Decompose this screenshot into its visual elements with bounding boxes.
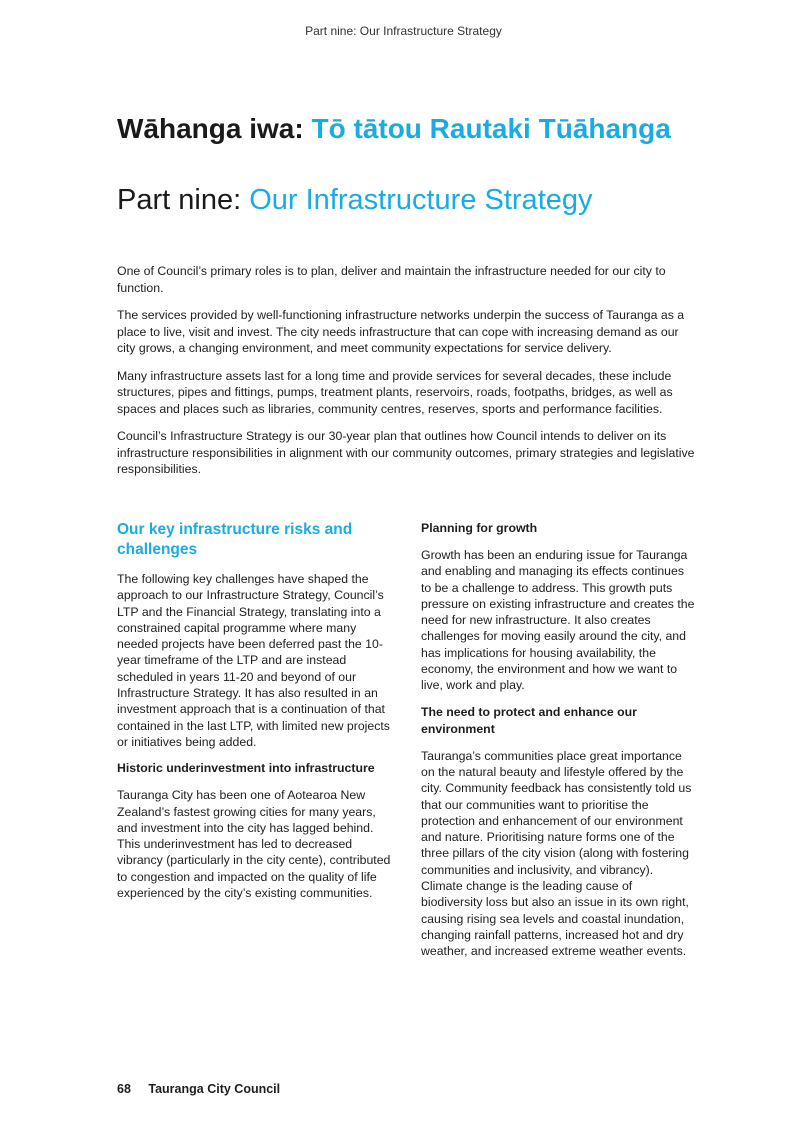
footer-organisation: Tauranga City Council bbox=[148, 1082, 281, 1096]
body-paragraph: Growth has been an enduring issue for Tauranga and enabling and managing its effects continues to be a challenge to address. This growth puts pressure on existing infrastructure and creates the need for new infrastructure. It also creates challenges for moving easily around the city, and has implications for housing availability, the economy, the environment and how we want to live, work and play. bbox=[421, 548, 695, 693]
body-paragraph: Tauranga’s communities place great importance on the natural beauty and lifestyle offered by the city. Community feedback has consistently told us that our communities want to prioritise the protection and enhancement of our environment and nature. Prioritising nature forms one of the three pillars of the city vision (along with fostering communities and inclusivity, and vibrancy). Climate change is the leading cause of biodiversity loss but also an issue in its own right, causing rising sea levels and coastal inundation, changing rainfall patterns, increased hot and dry weather, and increased extreme weather events. bbox=[421, 748, 692, 959]
page-title-english bbox=[117, 182, 737, 218]
left-column bbox=[117, 520, 393, 911]
intro-paragraph: Many infrastructure assets last for a long time and provide services for several decades, these include structures, pipes and fittings, pumps, treatment plants, reservoirs, roads, footpaths, bridges, as well as spaces and places such as libraries, community centres, reserves, sports and performance facilities. bbox=[117, 368, 673, 416]
page-footer bbox=[117, 1082, 280, 1096]
title-english-accent: Our Infrastructure Strategy bbox=[249, 184, 593, 216]
title-maori-prefix: Wāhanga iwa: bbox=[117, 113, 304, 144]
subheading-underinvestment: Historic underinvestment into infrastructure bbox=[117, 761, 375, 776]
running-header: Part nine: Our Infrastructure Strategy bbox=[305, 24, 502, 38]
subheading-environment: The need to protect and enhance our environment bbox=[421, 704, 637, 736]
intro-paragraph: The services provided by well-functioning infrastructure networks underpin the success of Tauranga as a place to live, visit and invest. The city needs infrastructure that can cope with increasing demand as our city grows, a changing environment, and meet community expectations for service delivery. bbox=[117, 308, 685, 355]
body-paragraph: The following key challenges have shaped the approach to our Infrastructure Strategy, Council’s LTP and the Financial Strategy, translating into a constrained capital programme where many needed projects have been deferred past the 10-year timeframe of the LTP and are instead scheduled in years 11-20 and beyond of our Infrastructure Strategy. It has also resulted in an investment approach that is a continuation of that contained in the last LTP, with limited new projects or initiatives being added. bbox=[117, 572, 390, 749]
body-paragraph: Tauranga City has been one of Aotearoa New Zealand’s fastest growing cities for many years, and investment into the city has lagged behind. This underinvestment has led to decreased vibrancy (particularly in the city cente), contributed to congestion and impacted on the quality of life experienced by the city’s existing communities. bbox=[117, 788, 391, 901]
intro-paragraph: One of Council’s primary roles is to plan, deliver and maintain the infrastructure needed for our city to function. bbox=[117, 264, 666, 295]
subheading-growth: Planning for growth bbox=[421, 521, 538, 535]
section-heading-risks: Our key infrastructure risks and challenges bbox=[117, 521, 353, 558]
intro-paragraph: Council’s Infrastructure Strategy is our 30-year plan that outlines how Council intends to deliver on its infrastructure responsibilities in alignment with our community outcomes, primary strategies and legislative responsibilities. bbox=[117, 429, 695, 476]
right-column bbox=[421, 520, 697, 970]
title-english-prefix: Part nine: bbox=[117, 184, 242, 216]
intro-section bbox=[117, 263, 697, 489]
page-title-maori bbox=[117, 113, 717, 145]
page-number: 68 bbox=[117, 1082, 131, 1096]
title-maori-accent: Tō tātou Rautaki Tūāhanga bbox=[311, 113, 671, 144]
